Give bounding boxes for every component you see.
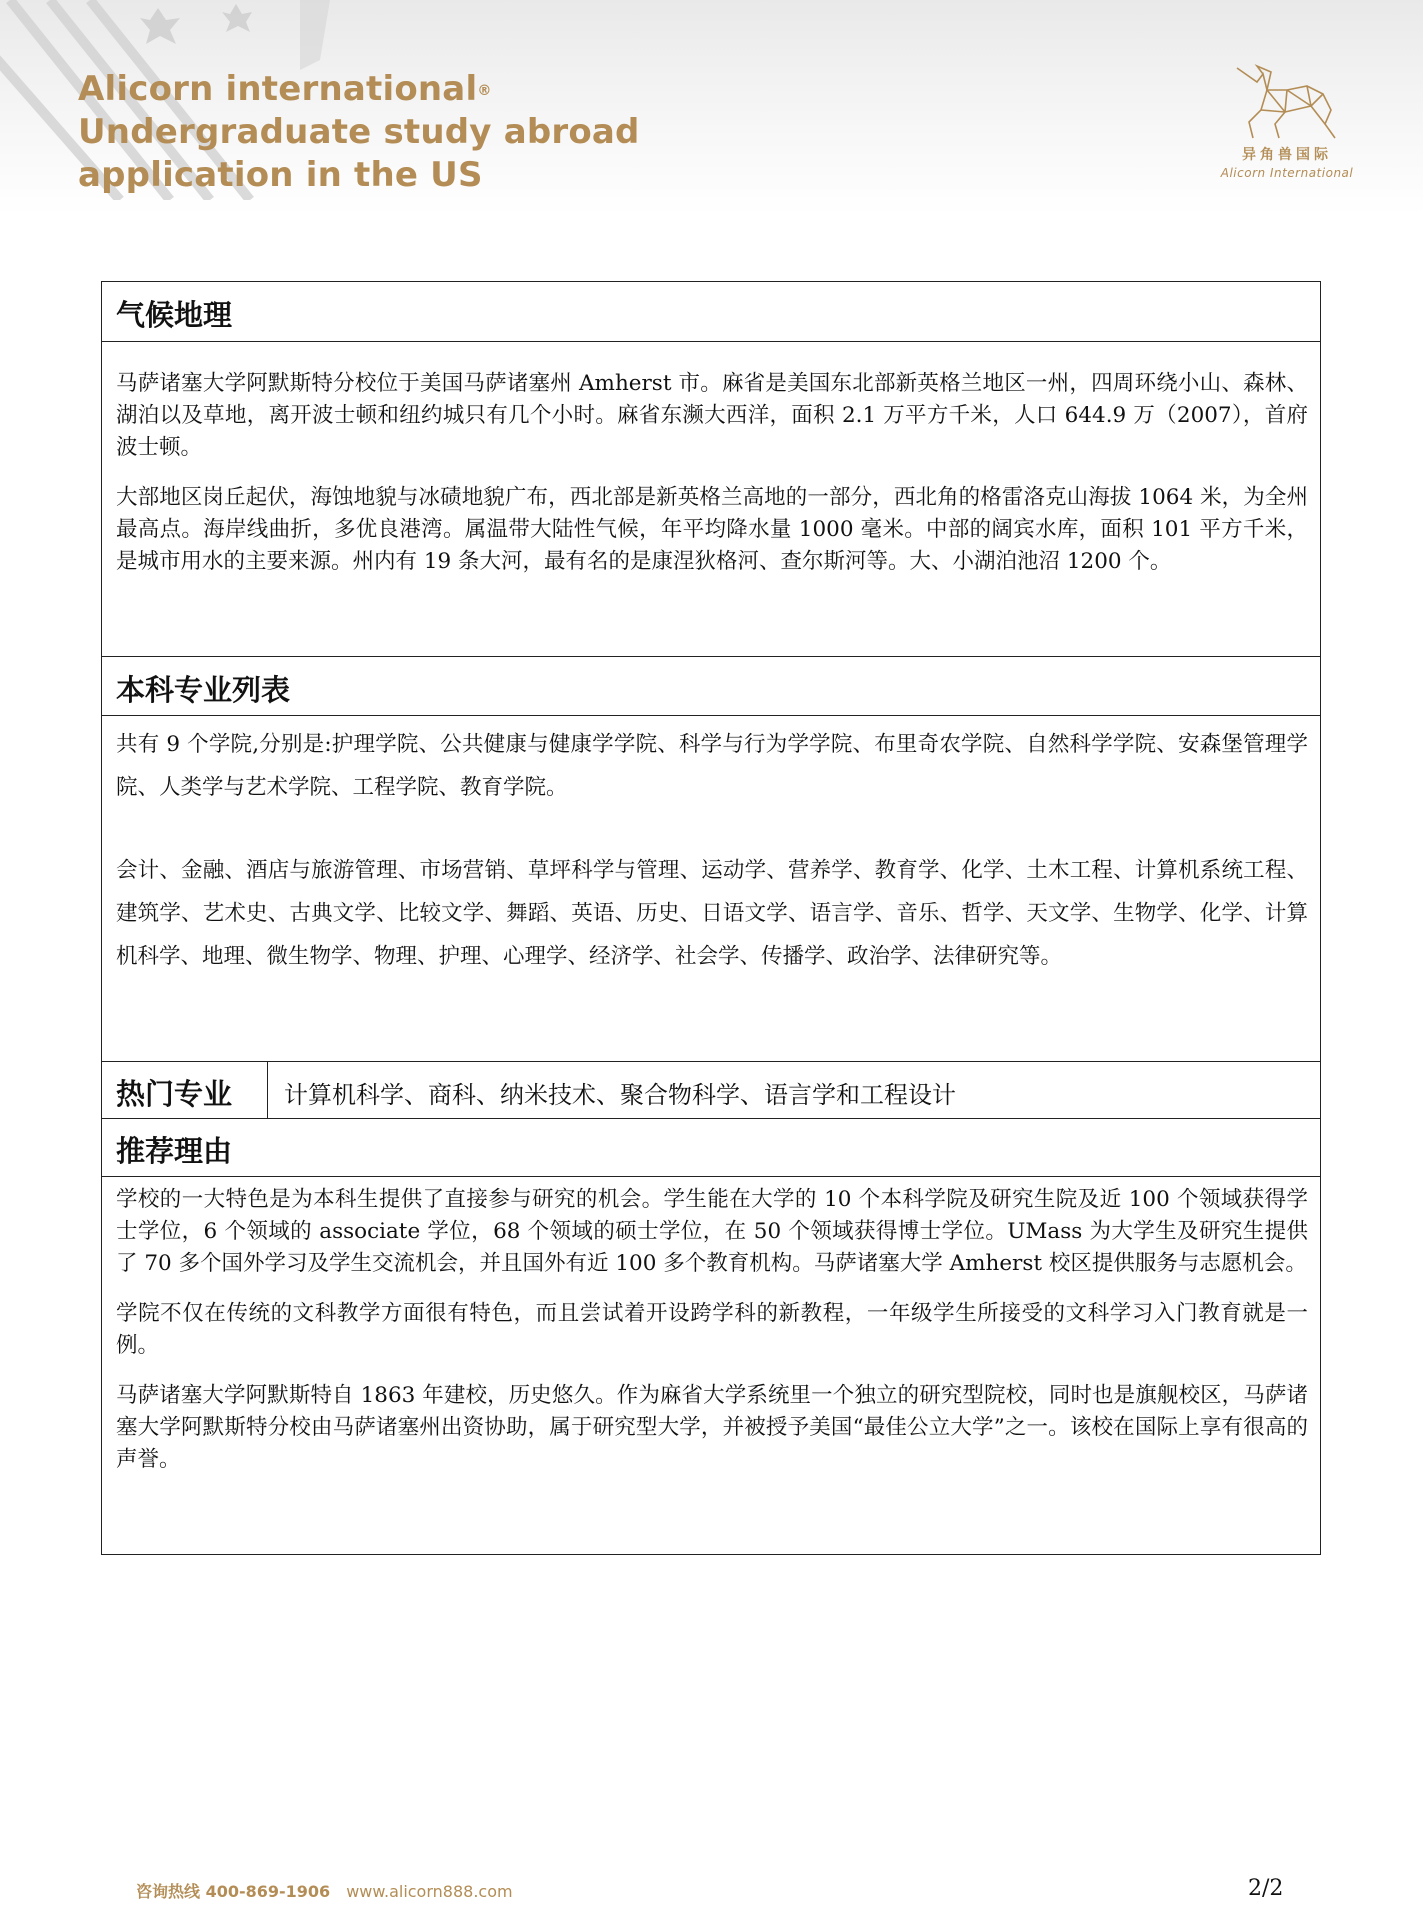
website-link[interactable]: www.alicorn888.com [346,1882,513,1901]
majors-body [116,723,1308,978]
hot-majors-label-cell [102,1062,268,1118]
unicorn-icon [1227,60,1347,142]
majors-header [102,656,1320,716]
hot-majors-label: 热门专业 [116,1077,233,1111]
brand-line-1: Alicorn international [78,69,478,109]
logo-cn-text: 异角兽国际 [1242,147,1332,163]
majors-title: 本科专业列表 [116,673,291,707]
reasons-paragraph-2: 学院不仅在传统的文科教学方面很有特色，而且尝试着开设跨学科的新教程，一年级学生所接受的文科学习入门教育就是一例。 [116,1301,1308,1358]
reasons-title: 推荐理由 [116,1134,233,1168]
logo-en-text: Alicorn International [1220,166,1354,180]
climate-paragraph-1: 马萨诸塞大学阿默斯特分校位于美国马萨诸塞州 Amherst 市。麻省是美国东北部新英格兰地区一州，四周环绕小山、森林、湖泊以及草地，离开波士顿和纽约城只有几个小时。麻省东濒大西洋，面积 2.1 万平方千米，人口 644.9 万（2007），首府波士顿。 [116,371,1308,460]
climate-paragraph-2: 大部地区岗丘起伏，海蚀地貌与冰碛地貌广布，西北部是新英格兰高地的一部分，西北角的格雷洛克山海拔 1064 米，为全州最高点。海岸线曲折，多优良港湾。属温带大陆性气候，年平均降水量 1000 毫米。中部的阔宾水库，面积 101 平方千米，是城市用水的主要来源。州内有 19 条大河，最有名的是康涅狄格河、查尔斯河等。大、小湖泊池沼 1200 个。 [116,485,1308,574]
page-header [0,0,1423,215]
climate-header [102,282,1320,342]
hot-majors-row [102,1061,1320,1119]
page-number: 2/2 [1248,1876,1284,1901]
alicorn-logo [1212,60,1362,210]
brand-title [78,68,640,197]
info-table [101,281,1321,1555]
reasons-paragraph-1: 学校的一大特色是为本科生提供了直接参与研究的机会。学生能在大学的 10 个本科学院及研究生院及近 100 个领域获得学士学位，6 个领域的 associate 学位，68 个领域的硕士学位，在 50 个领域获得博士学位。UMass 为大学生及研究生提供了 70 多个国外学习及学生交流机会，并且国外有近 100 多个教育机构。马萨诸塞大学 Amherst 校区提供服务与志愿机会。 [116,1187,1308,1276]
climate-title: 气候地理 [116,298,233,332]
climate-body [116,368,1308,596]
brand-line-2: Undergraduate study abroad [78,112,640,152]
colleges-paragraph: 共有 9 个学院,分别是:护理学院、公共健康与健康学学院、科学与行为学学院、布里奇农学院、自然科学学院、安森堡管理学院、人类学与艺术学院、工程学院、教育学院。 [116,732,1308,800]
reasons-paragraph-3: 马萨诸塞大学阿默斯特自 1863 年建校，历史悠久。作为麻省大学系统里一个独立的研究型院校，同时也是旗舰校区，马萨诸塞大学阿默斯特分校由马萨诸塞州出资协助，属于研究型大学，并被授予美国“最佳公立大学”之一。该校在国际上享有很高的声誉。 [116,1383,1308,1472]
hot-majors-value: 计算机科学、商科、纳米技术、聚合物科学、语言学和工程设计 [284,1081,956,1109]
footer-contact [136,1879,513,1902]
brand-line-3: application in the US [78,155,483,195]
registered-mark: ® [477,83,492,99]
reasons-header [102,1119,1320,1177]
hotline-text: 咨询热线 400-869-1906 [136,1882,331,1901]
reasons-body [116,1184,1308,1494]
majors-list-paragraph: 会计、金融、酒店与旅游管理、市场营销、草坪科学与管理、运动学、营养学、教育学、化学、土木工程、计算机系统工程、建筑学、艺术史、古典文学、比较文学、舞蹈、英语、历史、日语文学、语言学、音乐、哲学、天文学、生物学、化学、计算机科学、地理、微生物学、物理、护理、心理学、经济学、社会学、传播学、政治学、法律研究等。 [116,858,1308,969]
